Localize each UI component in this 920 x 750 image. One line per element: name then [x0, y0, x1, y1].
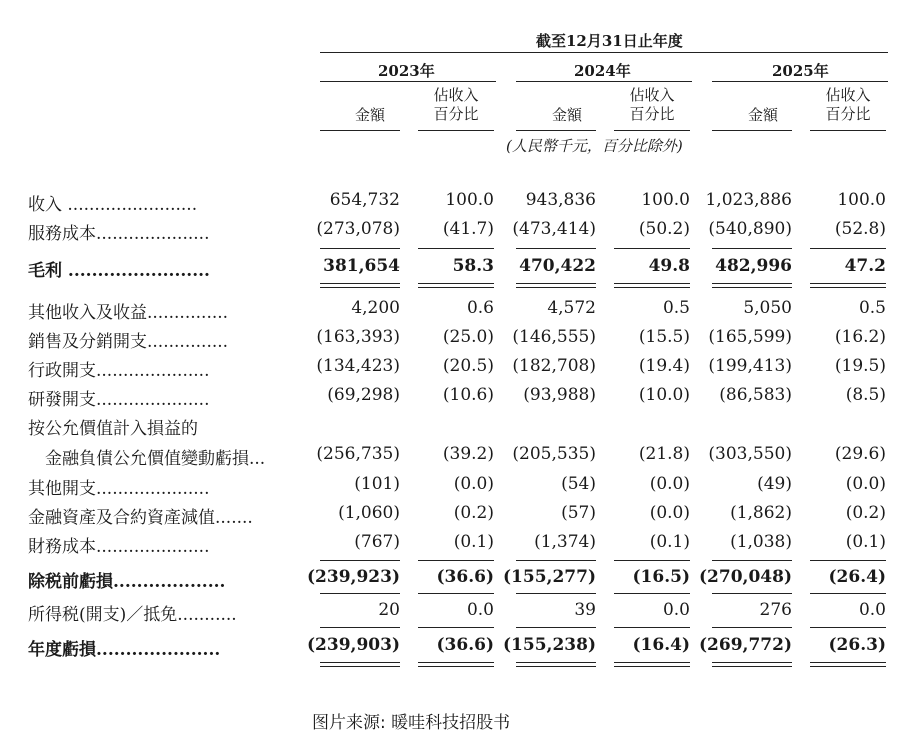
- percent-cell: (19.4): [638, 356, 690, 376]
- percent-cell: (0.0): [845, 474, 886, 494]
- gross-profit-double-rule: [320, 287, 400, 288]
- gross-profit-double-rule: [810, 287, 886, 288]
- year-header-2023: 2023年: [378, 62, 435, 80]
- percent-cell: (0.0): [649, 474, 690, 494]
- amount-cell: (270,048): [699, 567, 792, 587]
- net-loss-double-rule: [712, 662, 792, 663]
- percent-cell: 0.0: [662, 600, 690, 620]
- amount-cell: (767): [354, 532, 400, 552]
- percent-cell: (10.0): [638, 385, 690, 405]
- net-loss-double-rule: [418, 662, 494, 663]
- amount-cell: (239,903): [307, 635, 400, 655]
- unit-note: (人民幣千元，百分比除外): [506, 137, 683, 155]
- subtotal-rule: [320, 593, 400, 594]
- net-loss-double-rule: [810, 666, 886, 667]
- subtotal-rule: [320, 627, 400, 628]
- amount-cell: 39: [574, 600, 596, 620]
- subtotal-rule: [418, 627, 494, 628]
- amount-cell: (540,890): [708, 219, 792, 239]
- subtotal-rule: [810, 560, 886, 561]
- percent-cell: (10.6): [442, 385, 494, 405]
- pct-header-2023: 佔收入 百分比: [433, 86, 479, 123]
- percent-cell: (0.0): [453, 474, 494, 494]
- year-rule-2025: [712, 81, 888, 82]
- gross-profit-double-rule: [810, 283, 886, 284]
- amount-cell: 470,422: [519, 256, 596, 276]
- amount-cell: (1,038): [730, 532, 792, 552]
- percent-cell: 0.5: [662, 298, 690, 318]
- row-label: 按公允價值計入損益的: [28, 419, 198, 439]
- amount-cell: (101): [354, 474, 400, 494]
- gross-profit-double-rule: [320, 283, 400, 284]
- row-label: 行政開支.....................: [28, 361, 210, 381]
- amount-cell: (205,535): [512, 444, 596, 464]
- percent-cell: 58.3: [452, 256, 494, 276]
- amount-cell: (256,735): [316, 444, 400, 464]
- amount-cell: (146,555): [512, 327, 596, 347]
- amount-cell: (163,393): [316, 327, 400, 347]
- subtotal-rule: [320, 560, 400, 561]
- amount-cell: (1,060): [338, 503, 400, 523]
- percent-cell: (26.4): [828, 567, 886, 587]
- percent-cell: (8.5): [845, 385, 886, 405]
- sub-rule: [810, 130, 886, 131]
- percent-cell: 100.0: [837, 190, 886, 210]
- subtotal-rule: [712, 560, 792, 561]
- subtotal-rule: [516, 248, 596, 249]
- amount-cell: (165,599): [708, 327, 792, 347]
- percent-cell: (39.2): [442, 444, 494, 464]
- row-label: 收入 ........................: [28, 195, 198, 215]
- subtotal-rule: [418, 560, 494, 561]
- net-loss-double-rule: [418, 666, 494, 667]
- subtotal-rule: [516, 560, 596, 561]
- percent-cell: 0.6: [466, 298, 494, 318]
- pct-header-2024: 佔收入 百分比: [629, 86, 675, 123]
- percent-cell: (21.8): [638, 444, 690, 464]
- gross-profit-double-rule: [712, 287, 792, 288]
- percent-cell: (0.1): [649, 532, 690, 552]
- amount-cell: (1,862): [730, 503, 792, 523]
- subtotal-rule: [614, 560, 690, 561]
- percent-cell: (41.7): [442, 219, 494, 239]
- subtotal-rule: [712, 627, 792, 628]
- amount-cell: (273,078): [316, 219, 400, 239]
- amount-cell: 381,654: [323, 256, 400, 276]
- row-label: 金融資產及合約資產減值.......: [28, 508, 253, 528]
- net-loss-double-rule: [614, 666, 690, 667]
- subtotal-rule: [614, 593, 690, 594]
- percent-cell: (0.1): [453, 532, 494, 552]
- amount-cell: (182,708): [512, 356, 596, 376]
- percent-cell: (25.0): [442, 327, 494, 347]
- percent-cell: (50.2): [638, 219, 690, 239]
- percent-cell: (20.5): [442, 356, 494, 376]
- amount-cell: 5,050: [743, 298, 792, 318]
- percent-cell: (16.5): [632, 567, 690, 587]
- row-label: 銷售及分銷開支...............: [28, 332, 229, 352]
- percent-cell: (16.4): [632, 635, 690, 655]
- row-label: 年度虧損.....................: [28, 640, 221, 660]
- percent-cell: 47.2: [844, 256, 886, 276]
- amount-cell: 1,023,886: [705, 190, 792, 210]
- subtotal-rule: [810, 627, 886, 628]
- percent-cell: (0.2): [453, 503, 494, 523]
- gross-profit-double-rule: [418, 283, 494, 284]
- percent-cell: (36.6): [436, 635, 494, 655]
- percent-cell: (29.6): [834, 444, 886, 464]
- amount-cell: (93,988): [523, 385, 596, 405]
- sub-rule: [418, 130, 494, 131]
- year-rule-2023: [320, 81, 496, 82]
- percent-cell: (36.6): [436, 567, 494, 587]
- percent-cell: 0.0: [466, 600, 494, 620]
- percent-cell: 0.5: [858, 298, 886, 318]
- row-label: 毛利 ........................: [28, 261, 210, 281]
- amount-cell: (57): [561, 503, 596, 523]
- percent-cell: (15.5): [638, 327, 690, 347]
- gross-profit-double-rule: [712, 283, 792, 284]
- amount-cell: (155,277): [503, 567, 596, 587]
- percent-cell: (19.5): [834, 356, 886, 376]
- amount-cell: (199,413): [708, 356, 792, 376]
- subtotal-rule: [810, 593, 886, 594]
- gross-profit-double-rule: [614, 287, 690, 288]
- year-header-2024: 2024年: [574, 62, 631, 80]
- amount-cell: (54): [561, 474, 596, 494]
- amount-cell: (1,374): [534, 532, 596, 552]
- row-label: 其他開支.....................: [28, 479, 210, 499]
- sub-rule: [516, 130, 596, 131]
- amount-header-2025: 金額: [747, 106, 778, 124]
- header-rule: [320, 52, 888, 53]
- row-label: 服務成本.....................: [28, 224, 210, 244]
- amount-cell: (134,423): [316, 356, 400, 376]
- amount-cell: (86,583): [719, 385, 792, 405]
- percent-cell: 100.0: [641, 190, 690, 210]
- sub-rule: [712, 130, 792, 131]
- row-label: 所得税(開支)／抵免...........: [28, 605, 237, 625]
- subtotal-rule: [516, 593, 596, 594]
- subtotal-rule: [614, 248, 690, 249]
- percent-cell: (16.2): [834, 327, 886, 347]
- row-label: 其他收入及收益...............: [28, 303, 229, 323]
- amount-cell: (155,238): [503, 635, 596, 655]
- amount-cell: 20: [378, 600, 400, 620]
- percent-cell: (52.8): [834, 219, 886, 239]
- amount-cell: 4,200: [351, 298, 400, 318]
- sub-rule: [614, 130, 690, 131]
- net-loss-double-rule: [516, 662, 596, 663]
- net-loss-double-rule: [320, 666, 400, 667]
- amount-cell: (303,550): [708, 444, 792, 464]
- row-label: 研發開支.....................: [28, 390, 210, 410]
- subtotal-rule: [810, 248, 886, 249]
- row-label: 金融負債公允價值變動虧損...: [28, 449, 266, 469]
- subtotal-rule: [614, 627, 690, 628]
- percent-cell: 0.0: [858, 600, 886, 620]
- subtotal-rule: [418, 593, 494, 594]
- image-source-caption: 图片来源: 暖哇科技招股书: [312, 713, 511, 733]
- gross-profit-double-rule: [516, 287, 596, 288]
- percent-cell: 100.0: [445, 190, 494, 210]
- amount-header-2023: 金額: [354, 106, 385, 124]
- sub-rule: [320, 130, 400, 131]
- subtotal-rule: [320, 248, 400, 249]
- gross-profit-double-rule: [418, 287, 494, 288]
- amount-cell: (239,923): [307, 567, 400, 587]
- net-loss-double-rule: [712, 666, 792, 667]
- amount-cell: (49): [757, 474, 792, 494]
- gross-profit-double-rule: [614, 283, 690, 284]
- net-loss-double-rule: [810, 662, 886, 663]
- amount-cell: (69,298): [327, 385, 400, 405]
- subtotal-rule: [516, 627, 596, 628]
- percent-cell: (26.3): [828, 635, 886, 655]
- subtotal-rule: [712, 248, 792, 249]
- net-loss-double-rule: [614, 662, 690, 663]
- row-label: 財務成本.....................: [28, 537, 210, 557]
- amount-header-2024: 金額: [551, 106, 582, 124]
- subtotal-rule: [712, 593, 792, 594]
- row-label: 除税前虧損...................: [28, 572, 226, 592]
- amount-cell: 276: [759, 600, 792, 620]
- net-loss-double-rule: [320, 662, 400, 663]
- period-header: 截至12月31日止年度: [536, 32, 683, 50]
- gross-profit-double-rule: [516, 283, 596, 284]
- amount-cell: (473,414): [512, 219, 596, 239]
- year-rule-2024: [516, 81, 692, 82]
- subtotal-rule: [418, 248, 494, 249]
- amount-cell: 482,996: [715, 256, 792, 276]
- amount-cell: 943,836: [525, 190, 596, 210]
- year-header-2025: 2025年: [772, 62, 829, 80]
- percent-cell: 49.8: [648, 256, 690, 276]
- net-loss-double-rule: [516, 666, 596, 667]
- percent-cell: (0.0): [649, 503, 690, 523]
- pct-header-2025: 佔收入 百分比: [825, 86, 871, 123]
- amount-cell: 654,732: [329, 190, 400, 210]
- percent-cell: (0.2): [845, 503, 886, 523]
- amount-cell: 4,572: [547, 298, 596, 318]
- amount-cell: (269,772): [699, 635, 792, 655]
- percent-cell: (0.1): [845, 532, 886, 552]
